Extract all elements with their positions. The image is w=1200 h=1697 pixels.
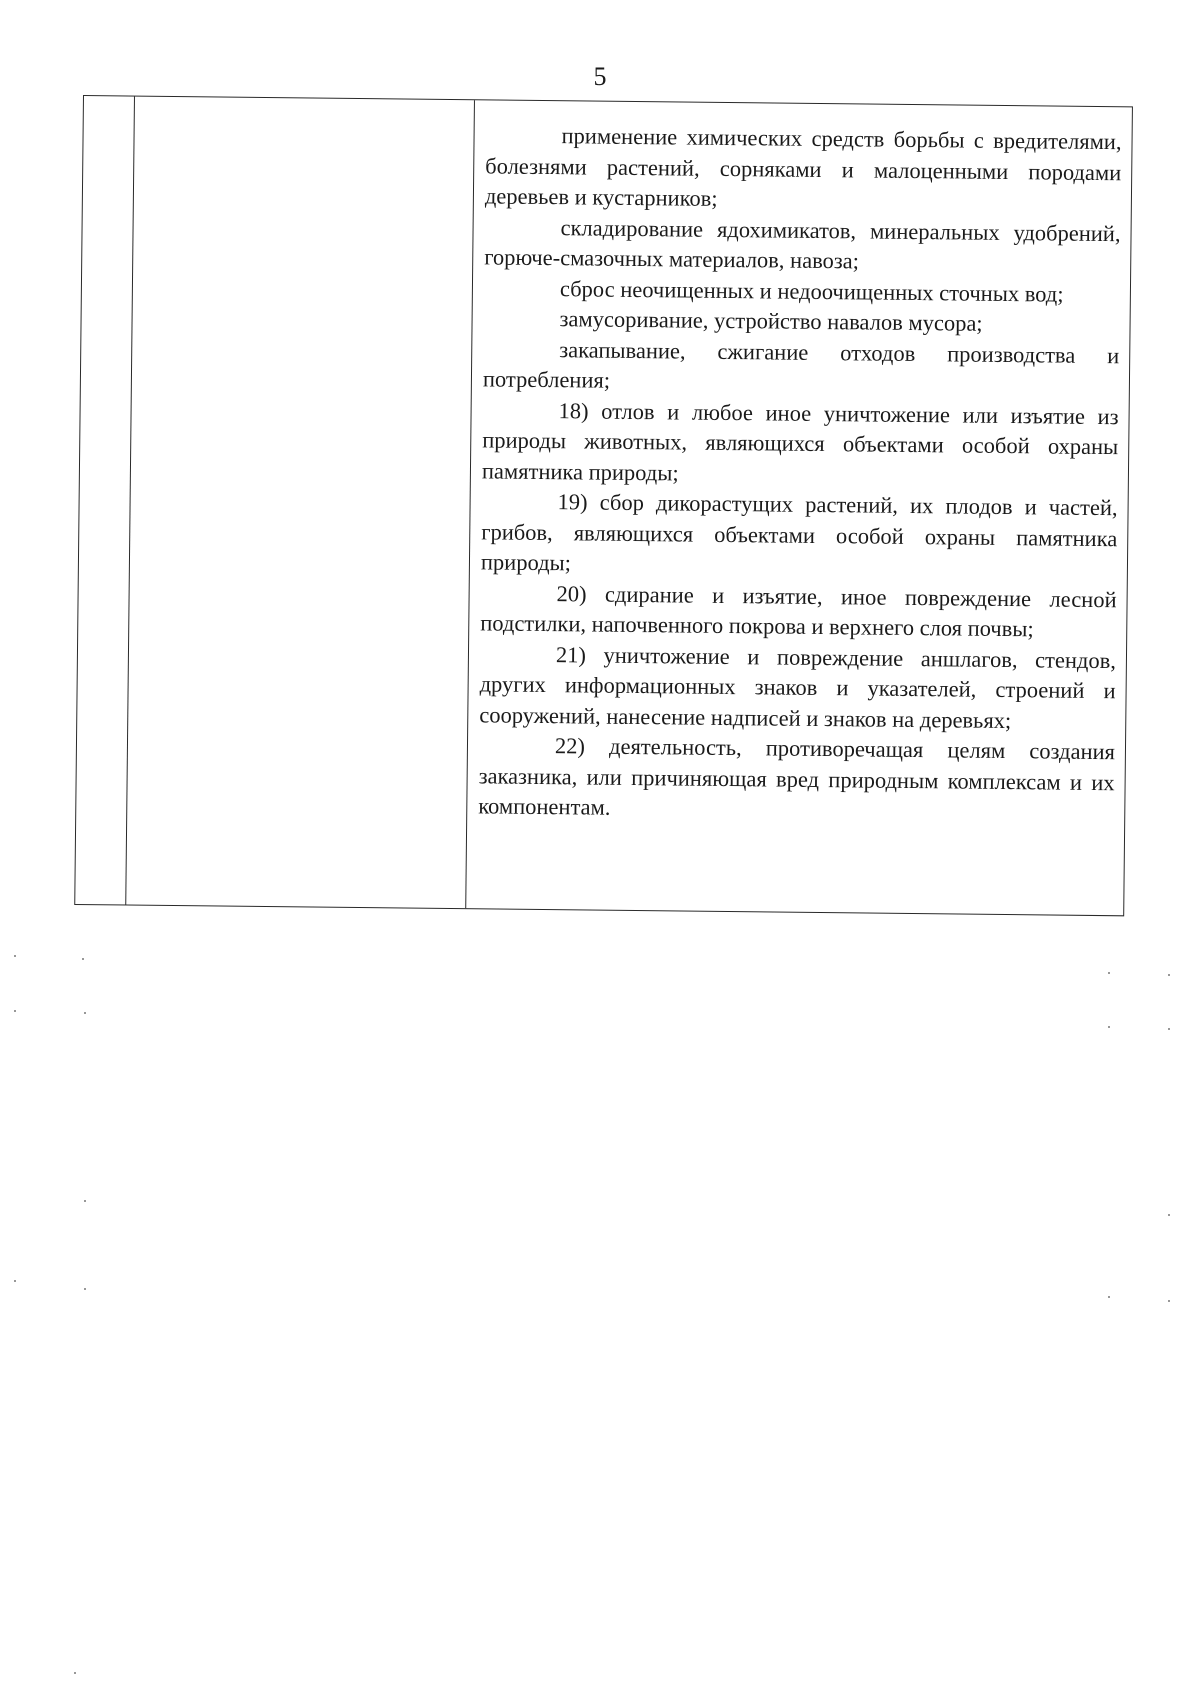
- scan-speck: [1168, 1214, 1170, 1216]
- restriction-paragraph: сброс неочищенных и недоочищенных сточных вод;: [559, 275, 1064, 307]
- scan-speck: [74, 1672, 76, 1674]
- scan-speck: [1108, 1026, 1110, 1028]
- restriction-paragraph: 20) сдирание и изъятие, иное повреждение лесной подстилки, напочвенного покрова и верхнего слоя почвы;: [480, 580, 1117, 642]
- scan-speck: [1168, 1300, 1170, 1302]
- scan-speck: [1108, 1296, 1110, 1298]
- scan-speck: [82, 958, 84, 960]
- table-cell-restrictions: [478, 120, 1122, 828]
- restriction-paragraph: применение химических средств борьбы с вредителями, болезнями растений, сорняками и малоценными породами деревьев и кустарников;: [484, 123, 1122, 211]
- page-number: 5: [593, 62, 607, 91]
- restriction-paragraph: закапывание, сжигание отходов производства и потребления;: [482, 336, 1120, 393]
- restriction-paragraph: складирование ядохимикатов, минеральных удобрений, горюче-смазочных материалов, навоза;: [484, 214, 1121, 274]
- scan-speck: [1168, 1028, 1170, 1030]
- scan-speck: [84, 1012, 86, 1014]
- restriction-paragraph: 18) отлов и любое иное уничтожение или изъятие из природы животных, являющихся объектами особой охраны памятника природы;: [481, 397, 1119, 485]
- table-column-divider-2: [465, 100, 475, 908]
- scan-speck: [1168, 974, 1170, 976]
- scan-speck: [1108, 972, 1110, 974]
- scan-speck: [84, 1200, 86, 1202]
- restriction-paragraph: замусоривание, устройство навалов мусора;: [559, 306, 983, 336]
- restriction-paragraph: 19) сбор дикорастущих растений, их плодов и частей, грибов, являющихся объектами особой охраны памятника природы;: [480, 489, 1118, 576]
- table-column-divider-1: [125, 97, 135, 905]
- restriction-paragraph: 21) уничтожение и повреждение аншлагов, стендов, других информационных знаков и указателей, строений и сооружений, нанесение надписей и знаков на деревьях;: [479, 641, 1117, 733]
- scan-speck: [84, 1288, 86, 1290]
- scan-speck: [14, 1280, 16, 1282]
- scan-speck: [14, 955, 16, 957]
- restriction-paragraph: 22) деятельность, противоречащая целям создания заказника, или причиняющая вред природным комплексам и их компонентам.: [478, 733, 1116, 820]
- scan-speck: [14, 1010, 16, 1012]
- document-table: [74, 95, 1133, 916]
